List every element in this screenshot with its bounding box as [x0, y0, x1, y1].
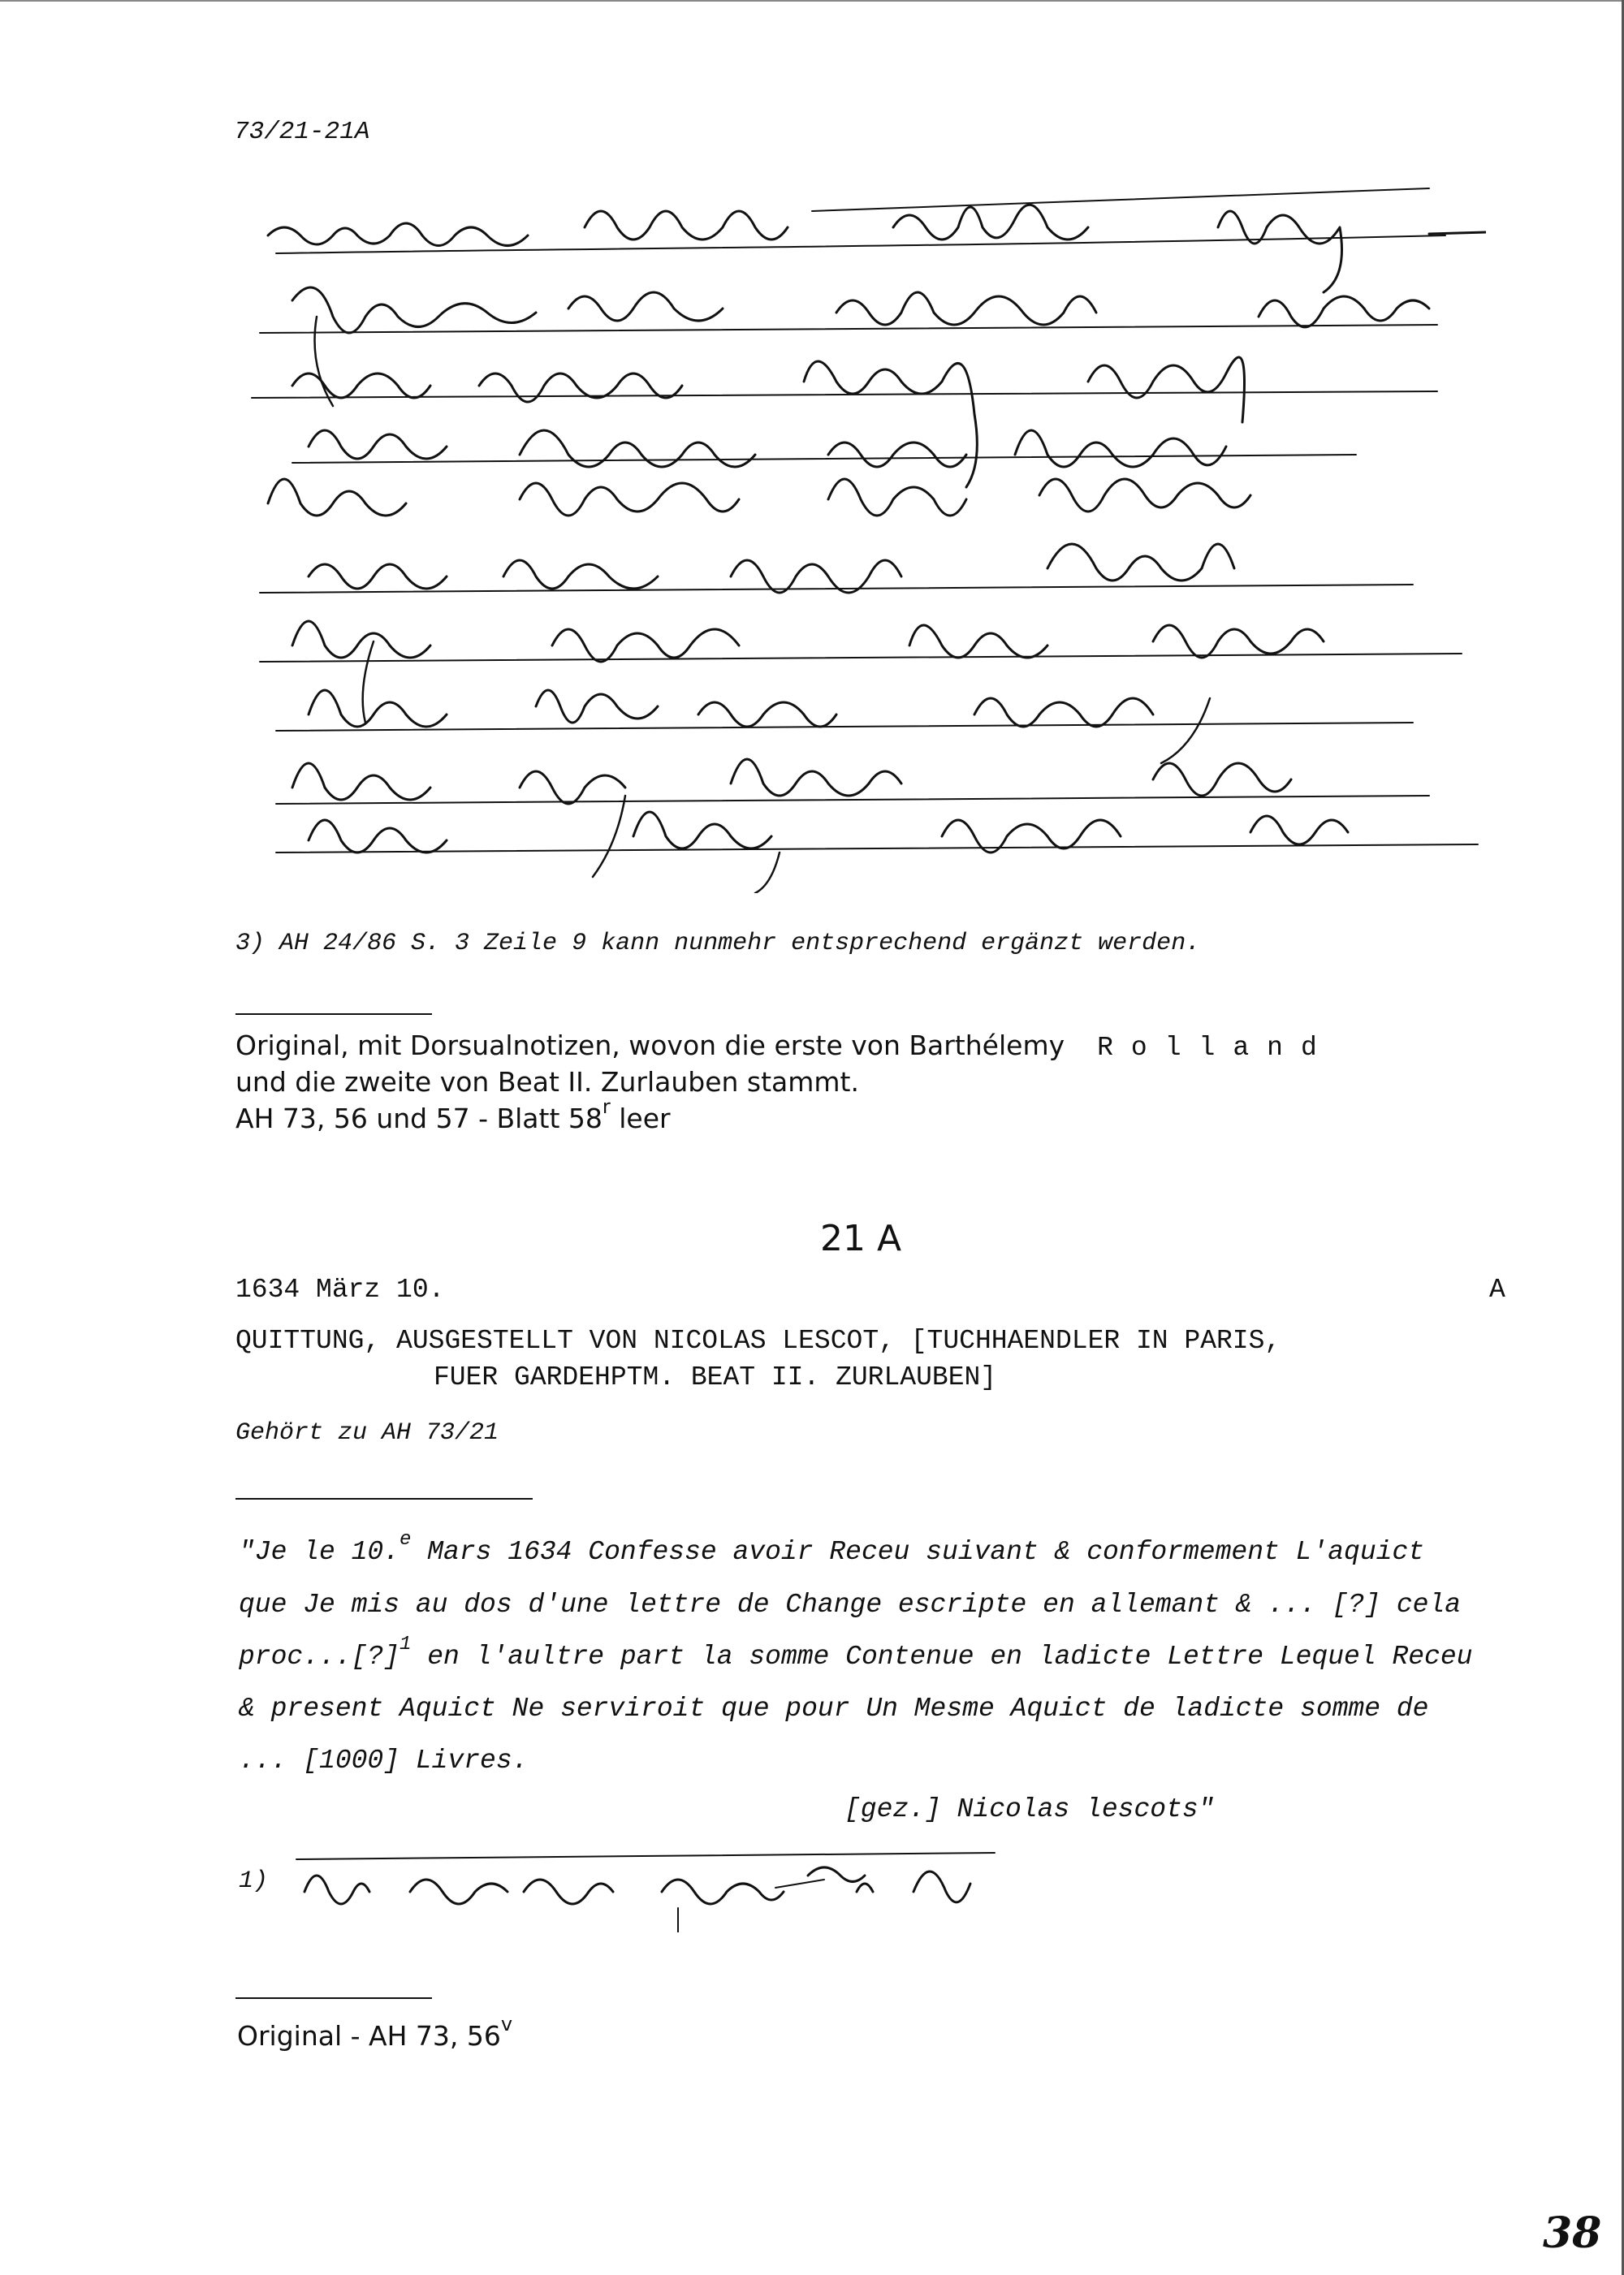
page-top-edge — [0, 0, 1624, 2]
quote-text: proc...[?] — [239, 1642, 400, 1672]
original-note-name: Rolland — [1097, 1033, 1335, 1063]
original-note-text: Original, mit Dorsualnotizen, wovon die erste von Barthélemy — [235, 1030, 1065, 1061]
original-note-recto: r — [602, 1095, 611, 1118]
divider — [235, 1013, 432, 1015]
quote-line-4: & present Aquict Ne serviroit que pour Un Mesme Aquict de ladicte somme de — [239, 1694, 1429, 1724]
footnote-3: 3) AH 24/86 S. 3 Zeile 9 kann nunmehr entsprechend ergänzt werden. — [235, 930, 1201, 957]
quote-line-5: ... [1000] Livres. — [239, 1746, 529, 1776]
original-note-2 — [237, 2013, 513, 2052]
document-date: 1634 März 10. — [235, 1275, 445, 1305]
page-number: 38 — [1543, 2208, 1602, 2258]
document-title-line-1: QUITTUNG, AUSGESTELLT VON NICOLAS LESCOT, [TUCHHAENDLER IN PARIS, — [235, 1326, 1281, 1356]
quote-line-3 — [239, 1634, 1473, 1672]
belongs-to-note: Gehört zu AH 73/21 — [235, 1419, 499, 1447]
divider — [235, 1997, 432, 1999]
section-number: 21 A — [820, 1218, 902, 1259]
footnote-1-label: 1) — [239, 1867, 269, 1895]
handwritten-manuscript-image — [244, 179, 1486, 893]
quote-line-1 — [239, 1529, 1425, 1567]
quote-text: Mars 1634 Confesse avoir Receu suivant & conformement L'aquict — [411, 1537, 1425, 1567]
original-note-line-3 — [235, 1095, 671, 1134]
divider — [235, 1498, 533, 1500]
original-note-2-text: Original - AH 73, 56 — [237, 2020, 501, 2052]
quote-signature: [gez.] Nicolas lescots" — [844, 1794, 1215, 1824]
handwritten-footnote-image — [288, 1843, 1019, 1932]
reference-number: 73/21-21A — [234, 118, 370, 146]
original-note-line-2: und die zweite von Beat II. Zurlauben stammt. — [235, 1066, 859, 1098]
original-note-line-1 — [235, 1030, 1335, 1063]
original-note-source: AH 73, 56 und 57 - Blatt 58 — [235, 1103, 603, 1134]
quote-text: en l'aultre part la somme Contenue en ladicte Lettre Lequel Receu — [411, 1642, 1473, 1672]
footnote-marker: 1 — [400, 1634, 412, 1656]
document-letter: A — [1489, 1275, 1505, 1305]
quote-text: "Je le 10. — [239, 1537, 400, 1567]
quote-superscript: e — [400, 1529, 412, 1551]
original-note-empty: leer — [619, 1103, 671, 1134]
quote-line-2: que Je mis au dos d'une lettre de Change escripte en allemant & ... [?] cela — [239, 1590, 1462, 1620]
document-title-line-2: FUER GARDEHPTM. BEAT II. ZURLAUBEN] — [434, 1362, 997, 1392]
original-note-2-verso: v — [500, 2013, 513, 2035]
